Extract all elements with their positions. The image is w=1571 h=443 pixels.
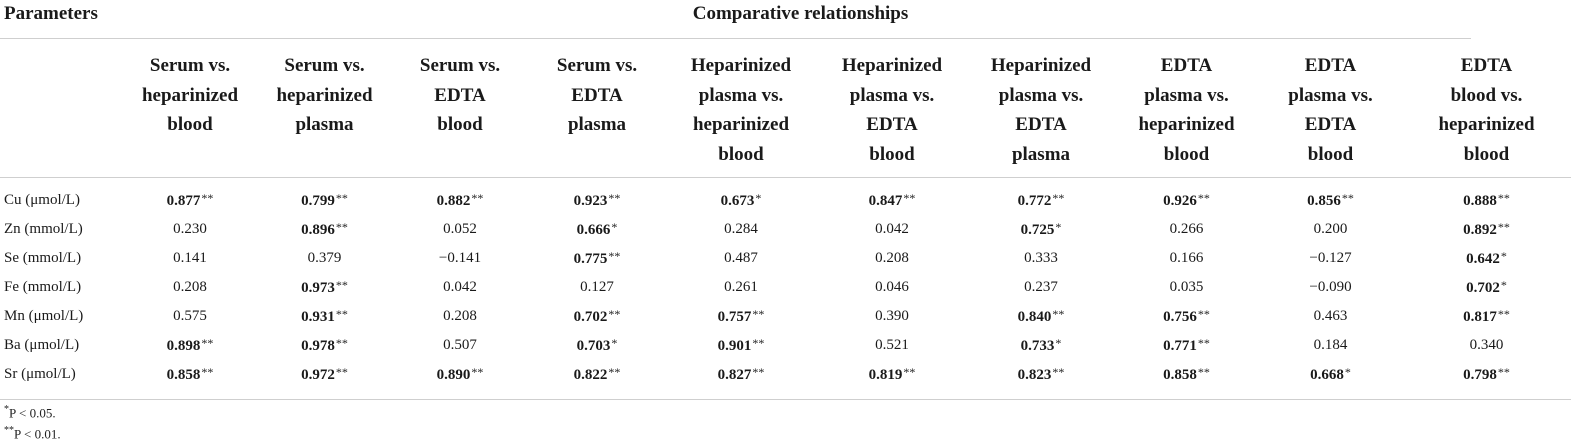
correlation-value: 0.817	[1463, 309, 1497, 325]
significance-mark: **	[471, 365, 484, 379]
column-header-line: EDTA	[1015, 114, 1067, 135]
column-header-line: plasma vs.	[1288, 84, 1373, 106]
parameter-cell: Fe (mmol/L)	[4, 279, 82, 295]
footnote-text: P < 0.05.	[9, 405, 56, 421]
correlation-cell	[816, 178, 968, 216]
correlation-cell	[1114, 244, 1259, 273]
correlation-cell	[257, 273, 392, 302]
correlation-cell	[968, 244, 1114, 273]
column-header-line: blood	[869, 143, 915, 165]
significance-mark: **	[335, 220, 348, 234]
correlation-value: 0.892	[1463, 222, 1497, 238]
significance-mark: **	[1341, 191, 1354, 205]
correlation-value: 0.521	[875, 337, 909, 353]
column-header	[392, 39, 528, 178]
significance-mark: **	[1197, 191, 1210, 205]
column-header-line: Serum vs.	[284, 55, 365, 76]
correlation-value: −0.090	[1309, 279, 1352, 295]
correlation-value: 0.333	[1024, 250, 1058, 266]
correlation-cell	[1259, 215, 1402, 244]
significance-mark: **	[752, 307, 765, 321]
correlation-cell	[1114, 360, 1259, 400]
significance-mark: **	[1197, 307, 1210, 321]
table-row	[0, 215, 1571, 244]
column-header-line: plasma	[1011, 143, 1071, 165]
column-header-line: plasma vs.	[998, 84, 1084, 106]
column-header-line: EDTA	[571, 84, 623, 106]
column-header	[257, 39, 392, 178]
correlation-value: 0.035	[1169, 279, 1204, 295]
column-header	[1114, 39, 1259, 178]
correlation-value: 0.127	[580, 279, 614, 295]
parameter-cell: Zn (mmol/L)	[4, 221, 83, 237]
correlation-cell	[1402, 331, 1571, 360]
correlation-cell	[1402, 302, 1571, 331]
footnote-p005	[4, 404, 56, 421]
significance-mark: *	[755, 191, 762, 205]
correlation-value: 0.733	[1020, 338, 1055, 354]
correlation-value: 0.208	[875, 250, 909, 266]
correlation-value: 0.882	[436, 193, 471, 209]
correlation-value: 0.702	[1466, 280, 1500, 296]
correlation-cell	[968, 360, 1114, 400]
significance-mark: **	[1052, 365, 1065, 379]
parameter-column-header	[0, 39, 123, 178]
correlation-value: 0.340	[1469, 337, 1504, 353]
parameter-cell: Mn (μmol/L)	[4, 308, 84, 324]
correlation-value: 0.847	[868, 193, 903, 209]
footnote-mark: *	[4, 404, 9, 415]
significance-mark: **	[335, 278, 348, 292]
correlation-value: 0.200	[1313, 221, 1348, 237]
column-header-line: EDTA	[434, 84, 486, 106]
significance-mark: **	[752, 365, 765, 379]
significance-mark: **	[608, 249, 621, 263]
column-header-line: EDTA	[1160, 55, 1213, 76]
correlation-value: 0.896	[301, 222, 335, 238]
table-body	[0, 178, 1571, 400]
correlation-value: 0.799	[301, 193, 335, 209]
column-header-line: plasma	[567, 114, 627, 135]
significance-mark: **	[1497, 191, 1510, 205]
correlation-cell	[392, 215, 528, 244]
correlation-cell	[1402, 273, 1571, 302]
significance-mark: *	[1055, 220, 1062, 234]
correlation-cell	[123, 178, 257, 216]
significance-mark: **	[1497, 307, 1510, 321]
correlation-value: 0.972	[301, 367, 335, 383]
correlation-cell	[1402, 215, 1571, 244]
correlation-value: −0.141	[438, 250, 482, 266]
correlation-value: 0.284	[724, 221, 758, 237]
correlation-cell	[1259, 360, 1402, 400]
parameter-cell: Cu (μmol/L)	[4, 192, 80, 208]
correlation-cell	[1402, 360, 1571, 400]
column-header-line: EDTA	[1304, 114, 1357, 135]
column-header-line: blood	[437, 114, 483, 135]
significance-mark: **	[201, 336, 214, 350]
correlation-value: 0.379	[307, 250, 342, 266]
correlation-cell	[257, 331, 392, 360]
correlation-cell	[123, 360, 257, 400]
correlation-value: 0.141	[173, 250, 207, 266]
correlation-value: 0.775	[573, 251, 608, 267]
column-header-line: plasma	[295, 114, 354, 135]
significance-mark: **	[201, 365, 214, 379]
significance-mark: **	[201, 191, 214, 205]
correlation-cell	[392, 244, 528, 273]
column-header-line: Serum vs.	[149, 55, 231, 76]
correlation-value: 0.184	[1313, 337, 1348, 353]
significance-mark: **	[752, 336, 765, 350]
correlation-value: 0.725	[1020, 222, 1055, 238]
footnote-p001	[4, 425, 61, 442]
correlation-cell	[666, 178, 816, 216]
correlation-table	[0, 39, 1571, 400]
correlation-cell	[528, 360, 666, 400]
significance-mark: *	[611, 220, 618, 234]
correlation-value: 0.898	[166, 338, 201, 354]
correlation-value: 0.042	[443, 279, 477, 295]
table-header-row	[0, 0, 1471, 39]
column-header-line: Serum vs.	[419, 55, 501, 76]
column-header-line: blood	[718, 143, 764, 165]
correlation-value: 0.673	[720, 193, 755, 209]
column-header-line: blood	[1163, 143, 1210, 165]
footnote-mark: **	[4, 425, 14, 436]
parameter-cell: Sr (μmol/L)	[4, 366, 76, 382]
table-row	[0, 178, 1571, 216]
correlation-value: 0.858	[1163, 367, 1197, 383]
correlation-value: 0.823	[1017, 367, 1052, 383]
correlation-value: 0.856	[1307, 193, 1341, 209]
correlation-cell	[666, 215, 816, 244]
significance-mark: **	[1497, 365, 1510, 379]
significance-mark: **	[335, 191, 348, 205]
significance-mark: **	[1052, 307, 1065, 321]
table-row	[0, 302, 1571, 331]
comparative-relationships-heading: Comparative relationships	[692, 3, 909, 24]
column-header-line: heparinized	[692, 114, 790, 135]
column-header	[968, 39, 1114, 178]
column-header	[666, 39, 816, 178]
correlation-value: 0.642	[1466, 251, 1500, 267]
significance-mark: *	[1500, 249, 1507, 263]
correlation-value: 0.703	[576, 338, 611, 354]
correlation-cell	[968, 273, 1114, 302]
correlation-value: 0.668	[1310, 367, 1344, 383]
column-header-line: plasma vs.	[849, 84, 935, 106]
column-header	[816, 39, 968, 178]
correlation-value: 0.772	[1017, 193, 1052, 209]
column-header-line: Serum vs.	[556, 55, 638, 76]
correlation-value: 0.208	[173, 279, 207, 295]
correlation-value: 0.666	[576, 222, 611, 238]
correlation-value: 0.901	[717, 338, 752, 354]
correlation-value: 0.822	[573, 367, 608, 383]
significance-mark: **	[335, 365, 348, 379]
correlation-value: 0.042	[875, 221, 909, 237]
correlation-cell	[816, 273, 968, 302]
parameters-heading: Parameters	[4, 3, 98, 24]
correlation-cell	[666, 302, 816, 331]
column-header-line: heparinized	[1138, 114, 1235, 135]
correlation-value: 0.487	[724, 250, 758, 266]
significance-mark: *	[1055, 336, 1062, 350]
table-row	[0, 360, 1571, 400]
column-header-line: EDTA	[1460, 55, 1513, 76]
correlation-cell	[816, 244, 968, 273]
correlation-cell	[257, 215, 392, 244]
table-row	[0, 244, 1571, 273]
significance-mark: **	[608, 191, 621, 205]
correlation-value: 0.890	[436, 367, 471, 383]
column-header-line: Heparinized	[690, 55, 792, 76]
correlation-cell	[968, 215, 1114, 244]
correlation-cell	[392, 331, 528, 360]
correlation-cell	[1259, 302, 1402, 331]
significance-mark: **	[335, 336, 348, 350]
correlation-cell	[968, 302, 1114, 331]
significance-mark: *	[611, 336, 618, 350]
correlation-value: 0.827	[717, 367, 752, 383]
correlation-cell	[392, 360, 528, 400]
column-header-line: EDTA	[866, 114, 918, 135]
correlation-value: 0.840	[1017, 309, 1052, 325]
column-header-line: heparinized	[276, 84, 373, 106]
significance-mark: **	[903, 365, 916, 379]
column-header-line: Heparinized	[990, 55, 1092, 76]
correlation-value: 0.261	[724, 279, 758, 295]
correlation-cell	[666, 360, 816, 400]
correlation-value: 0.390	[875, 308, 909, 324]
correlation-cell	[1402, 244, 1571, 273]
parameter-cell: Se (mmol/L)	[4, 250, 82, 266]
significance-mark: **	[608, 365, 621, 379]
correlation-cell	[392, 302, 528, 331]
parameter-cell: Ba (μmol/L)	[4, 337, 80, 353]
column-header	[123, 39, 257, 178]
column-header-line: heparinized	[1438, 114, 1535, 135]
correlation-value: 0.463	[1313, 308, 1348, 324]
correlation-cell	[257, 302, 392, 331]
correlation-value: 0.237	[1024, 279, 1058, 295]
correlation-cell	[1114, 273, 1259, 302]
column-header	[1402, 39, 1571, 178]
correlation-value: 0.702	[573, 309, 608, 325]
table-row	[0, 273, 1571, 302]
significance-mark: **	[1197, 365, 1210, 379]
correlation-cell	[392, 178, 528, 216]
correlation-cell	[528, 302, 666, 331]
correlation-cell	[816, 360, 968, 400]
correlation-cell	[1259, 331, 1402, 360]
column-header-line: heparinized	[141, 84, 239, 106]
correlation-cell	[123, 244, 257, 273]
correlation-cell	[968, 331, 1114, 360]
significance-mark: **	[608, 307, 621, 321]
correlation-cell	[257, 244, 392, 273]
correlation-cell	[968, 178, 1114, 216]
correlation-value: −0.127	[1309, 250, 1352, 266]
correlation-cell	[528, 331, 666, 360]
correlation-cell	[666, 244, 816, 273]
significance-mark: **	[1052, 191, 1065, 205]
correlation-value: 0.230	[173, 221, 207, 237]
correlation-cell	[123, 215, 257, 244]
column-header	[1259, 39, 1402, 178]
column-header-line: plasma vs.	[698, 84, 784, 106]
column-header	[528, 39, 666, 178]
correlation-value: 0.798	[1463, 367, 1497, 383]
correlation-cell	[666, 273, 816, 302]
correlation-cell	[666, 331, 816, 360]
correlation-cell	[392, 273, 528, 302]
correlation-cell	[528, 215, 666, 244]
correlation-cell	[528, 244, 666, 273]
correlation-value: 0.931	[301, 309, 335, 325]
correlation-cell	[1114, 331, 1259, 360]
footnote-text: P < 0.01.	[14, 426, 61, 442]
table-row	[0, 331, 1571, 360]
correlation-value: 0.575	[173, 308, 207, 324]
column-header-line: blood	[1307, 143, 1354, 165]
correlation-cell	[123, 273, 257, 302]
column-header-line: blood	[167, 114, 213, 135]
column-header-line: EDTA	[1304, 55, 1357, 76]
correlation-cell	[1259, 244, 1402, 273]
correlation-value: 0.923	[573, 193, 608, 209]
column-header-line: blood vs.	[1450, 84, 1523, 106]
correlation-value: 0.208	[443, 308, 477, 324]
significance-mark: **	[903, 191, 916, 205]
correlation-cell	[1114, 178, 1259, 216]
correlation-value: 0.756	[1163, 309, 1197, 325]
correlation-value: 0.757	[717, 309, 752, 325]
correlation-cell	[257, 360, 392, 400]
column-header-row	[0, 39, 1571, 178]
correlation-value: 0.973	[301, 280, 335, 296]
correlation-cell	[1259, 178, 1402, 216]
correlation-cell	[816, 331, 968, 360]
correlation-value: 0.888	[1463, 193, 1497, 209]
correlation-cell	[123, 331, 257, 360]
significance-mark: **	[335, 307, 348, 321]
correlation-cell	[123, 302, 257, 331]
column-header-line: blood	[1463, 143, 1510, 165]
correlation-value: 0.926	[1163, 193, 1197, 209]
correlation-value: 0.858	[166, 367, 201, 383]
correlation-value: 0.877	[166, 193, 201, 209]
correlation-cell	[528, 273, 666, 302]
significance-mark: *	[1500, 278, 1507, 292]
significance-mark: **	[1197, 336, 1210, 350]
correlation-value: 0.819	[868, 367, 903, 383]
correlation-value: 0.266	[1169, 221, 1204, 237]
correlation-cell	[816, 302, 968, 331]
correlation-cell	[257, 178, 392, 216]
significance-mark: **	[471, 191, 484, 205]
significance-mark: *	[1344, 365, 1351, 379]
correlation-value: 0.771	[1163, 338, 1197, 354]
correlation-cell	[816, 215, 968, 244]
column-header-line: plasma vs.	[1144, 84, 1229, 106]
significance-mark: **	[1497, 220, 1510, 234]
correlation-cell	[528, 178, 666, 216]
correlation-cell	[1114, 302, 1259, 331]
correlation-cell	[1114, 215, 1259, 244]
correlation-value: 0.507	[443, 337, 477, 353]
correlation-value: 0.166	[1169, 250, 1204, 266]
correlation-value: 0.978	[301, 338, 335, 354]
correlation-cell	[1402, 178, 1571, 216]
correlation-value: 0.052	[443, 221, 477, 237]
correlation-value: 0.046	[875, 279, 909, 295]
correlation-cell	[1259, 273, 1402, 302]
column-header-line: Heparinized	[841, 55, 943, 76]
